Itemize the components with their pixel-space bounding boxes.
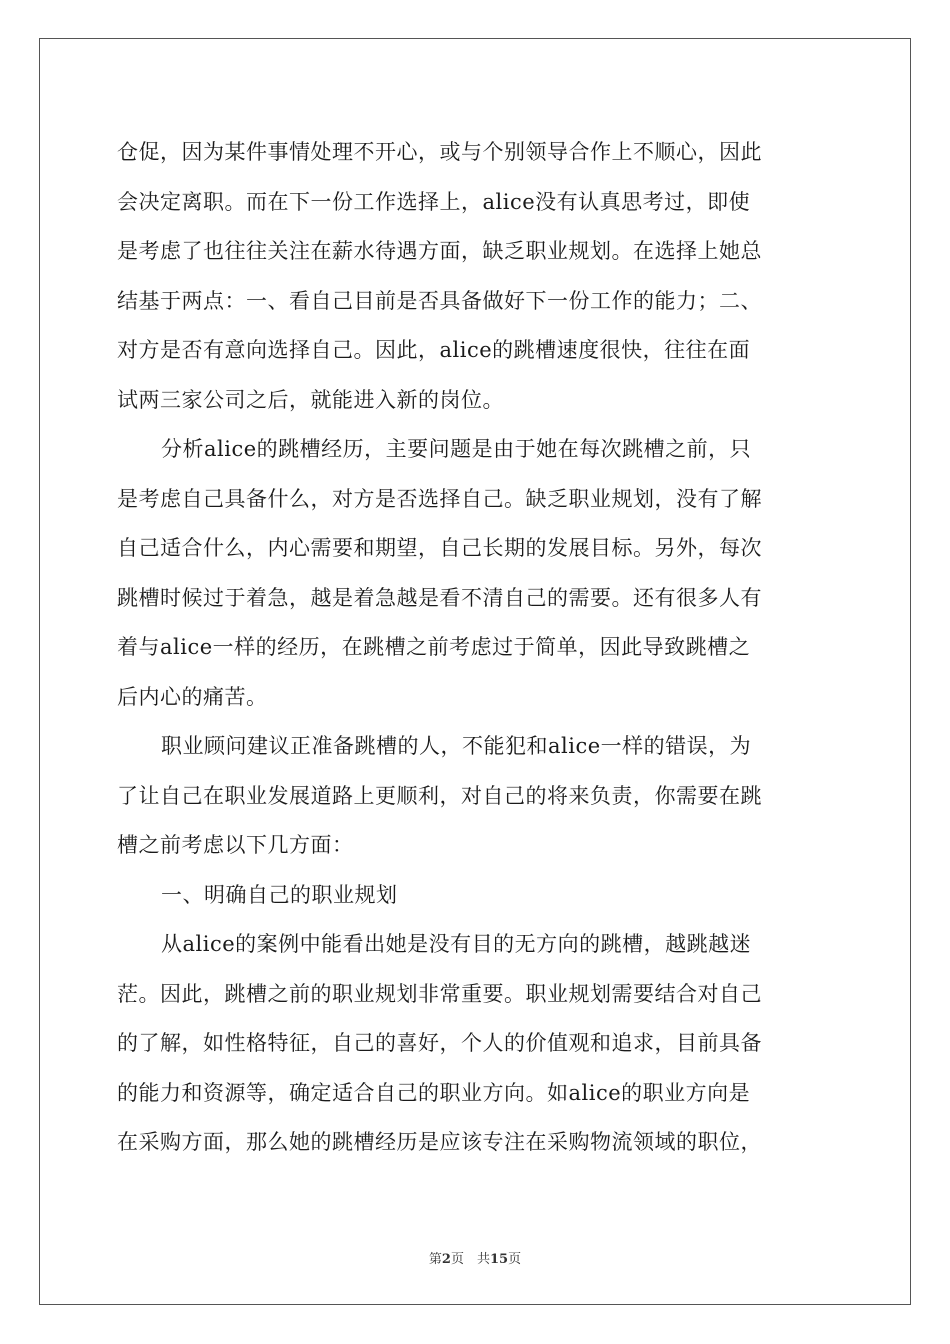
page-footer bbox=[0, 1248, 950, 1267]
footer-total-pages: 15 bbox=[489, 1252, 509, 1267]
text-line: 会决定离职。而在下一份工作选择上，alice没有认真思考过，即使 bbox=[117, 189, 751, 214]
text-line: 是考虑了也往往关注在薪水待遇方面，缺乏职业规划。在选择上她总 bbox=[117, 239, 762, 263]
text-line: 一、明确自己的职业规划 bbox=[161, 882, 398, 907]
text-line: 在采购方面，那么她的跳槽经历是应该专注在采购物流领域的职位， bbox=[117, 1130, 762, 1154]
text-line: 的了解，如性格特征，自己的喜好，个人的价值观和追求，目前具备 bbox=[117, 1031, 762, 1055]
text-line: 对方是否有意向选择自己。因此，alice的跳槽速度很快，往往在面 bbox=[117, 338, 751, 362]
footer-suffix: 页 bbox=[508, 1252, 522, 1267]
text-line: 了让自己在职业发展道路上更顺利，对自己的将来负责，你需要在跳 bbox=[117, 783, 762, 808]
text-line: 的能力和资源等，确定适合自己的职业方向。如alice的职业方向是 bbox=[117, 1080, 751, 1105]
text-line: 职业顾问建议正准备跳槽的人，不能犯和alice一样的错误，为 bbox=[161, 734, 752, 758]
document-body bbox=[117, 128, 837, 1168]
text-line: 从alice的案例中能看出她是没有目的无方向的跳槽，越跳越迷 bbox=[161, 932, 752, 956]
text-line: 结基于两点：一、看自己目前是否具备做好下一份工作的能力；二、 bbox=[117, 288, 762, 313]
text-line: 着与alice一样的经历，在跳槽之前考虑过于简单，因此导致跳槽之 bbox=[117, 635, 751, 659]
text-line: 试两三家公司之后，就能进入新的岗位。 bbox=[117, 387, 504, 412]
text-line: 茫。因此，跳槽之前的职业规划非常重要。职业规划需要结合对自己 bbox=[117, 981, 762, 1006]
text-line: 后内心的痛苦。 bbox=[117, 684, 268, 709]
text-line: 仓促，因为某件事情处理不开心，或与个别领导合作上不顺心，因此 bbox=[117, 140, 762, 164]
text-line: 自己适合什么，内心需要和期望，自己长期的发展目标。另外，每次 bbox=[117, 536, 762, 560]
footer-page-number: 2 bbox=[441, 1252, 451, 1267]
footer-mid: 页 共 bbox=[450, 1252, 490, 1267]
text-line: 分析alice的跳槽经历，主要问题是由于她在每次跳槽之前，只 bbox=[161, 437, 752, 461]
text-line: 是考虑自己具备什么，对方是否选择自己。缺乏职业规划，没有了解 bbox=[117, 486, 762, 511]
footer-prefix: 第 bbox=[428, 1252, 442, 1267]
text-line: 槽之前考虑以下几方面： bbox=[117, 833, 354, 857]
text-line: 跳槽时候过于着急，越是着急越是看不清自己的需要。还有很多人有 bbox=[117, 585, 762, 610]
